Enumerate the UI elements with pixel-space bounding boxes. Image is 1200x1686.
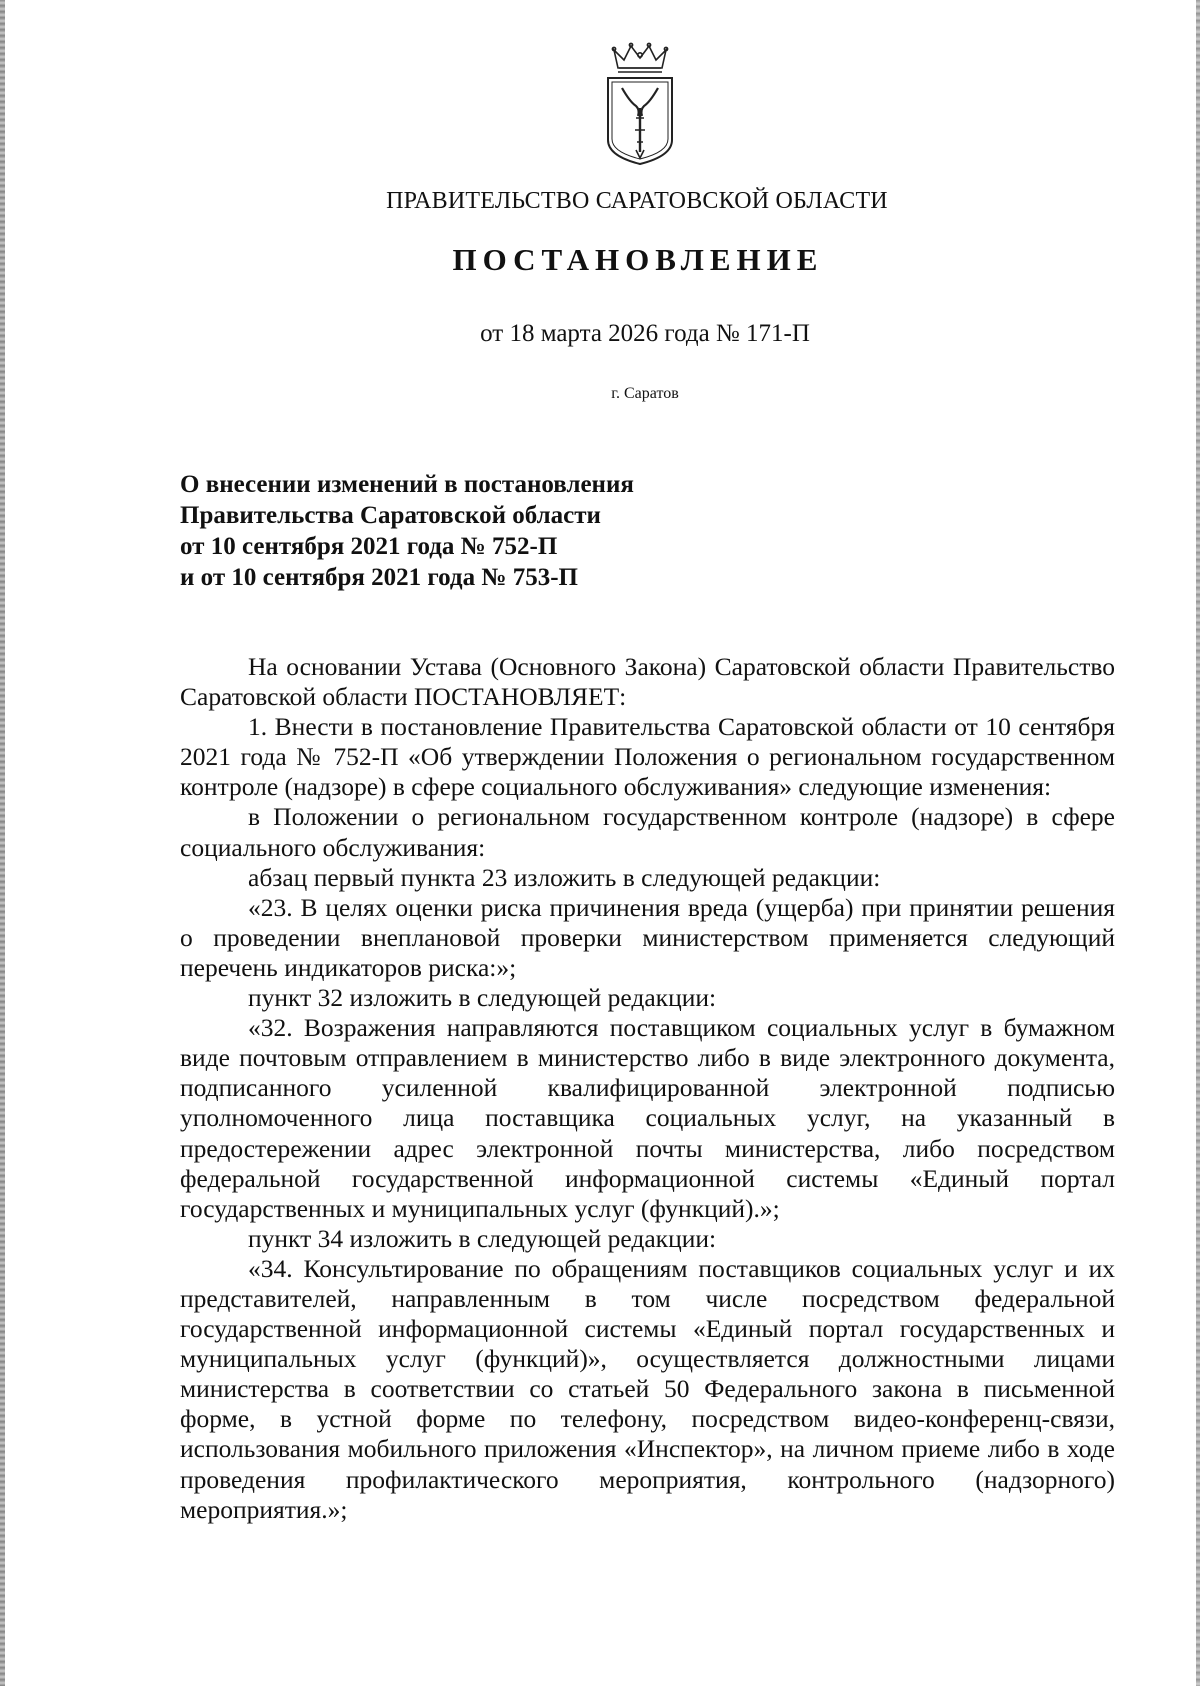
body-paragraph: абзац первый пункта 23 изложить в следующей редакции: — [248, 862, 881, 892]
body-paragraph: «23. В целях оценки риска причинения вреда (ущерба) при принятии решения о проведении внеплановой проверки министерством применяется следующий перечень индикаторов риска:»; — [180, 892, 1115, 982]
subject-line: от 10 сентября 2021 года № 752-П — [180, 533, 558, 560]
document-body — [180, 652, 1115, 1525]
body-paragraph: «34. Консультирование по обращениям поставщиков социальных услуг и их представителей, направленным в том числе посредством федеральной государственной информационной системы «Единый портал государственных и муниципальных услуг (функций)», осуществляется должностными лицами министерства в соответствии со статьей 50 Федерального закона в письменной форме, в устной форме по телефону, посредством видео-конференц-связи, использования мобильного приложения «Инспектор», на личном приеме либо в ходе проведения профилактического мероприятия, контрольного (надзорного) мероприятия.»; — [180, 1253, 1115, 1524]
body-paragraph: пункт 32 изложить в следующей редакции: — [248, 983, 717, 1013]
subject-line: Правительства Саратовской области — [180, 502, 601, 529]
body-paragraph: в Положении о региональном государственном контроле (надзоре) в сфере социального обслуживания: — [180, 802, 1115, 862]
body-paragraph: На основании Устава (Основного Закона) Саратовской области Правительство Саратовской области ПОСТАНОВЛЯЕТ: — [180, 652, 1115, 712]
organization-name: ПРАВИТЕЛЬСТВО САРАТОВСКОЙ ОБЛАСТИ — [386, 188, 888, 214]
body-paragraph: 1. Внести в постановление Правительства Саратовской области от 10 сентября 2021 года № 752-П «Об утверждении Положения о региональном государственном контроле (надзоре) в сфере социального обслуживания» следующие изменения: — [180, 712, 1115, 802]
saratov-coat-of-arms-icon — [600, 42, 680, 167]
document-city: г. Саратов — [611, 385, 679, 402]
document-date-number: от 18 марта 2026 года № 171-П — [480, 320, 810, 347]
subject-line: и от 10 сентября 2021 года № 753-П — [180, 564, 578, 591]
body-paragraph: «32. Возражения направляются поставщиком социальных услуг в бумажном виде почтовым отправлением в министерство либо в виде электронного документа, подписанного усиленной квалифицированной электронной подписью уполномоченного лица поставщика социальных услуг, на указанный в предостережении адрес электронной почты министерства, либо посредством федеральной государственной информационной системы «Единый портал государственных и муниципальных услуг (функций).»; — [180, 1013, 1115, 1223]
document-type-title: ПОСТАНОВЛЕНИЕ — [452, 242, 824, 277]
body-paragraph: пункт 34 изложить в следующей редакции: — [248, 1223, 717, 1253]
subject-line: О внесении изменений в постановления — [180, 471, 634, 498]
document-subject — [180, 469, 634, 593]
